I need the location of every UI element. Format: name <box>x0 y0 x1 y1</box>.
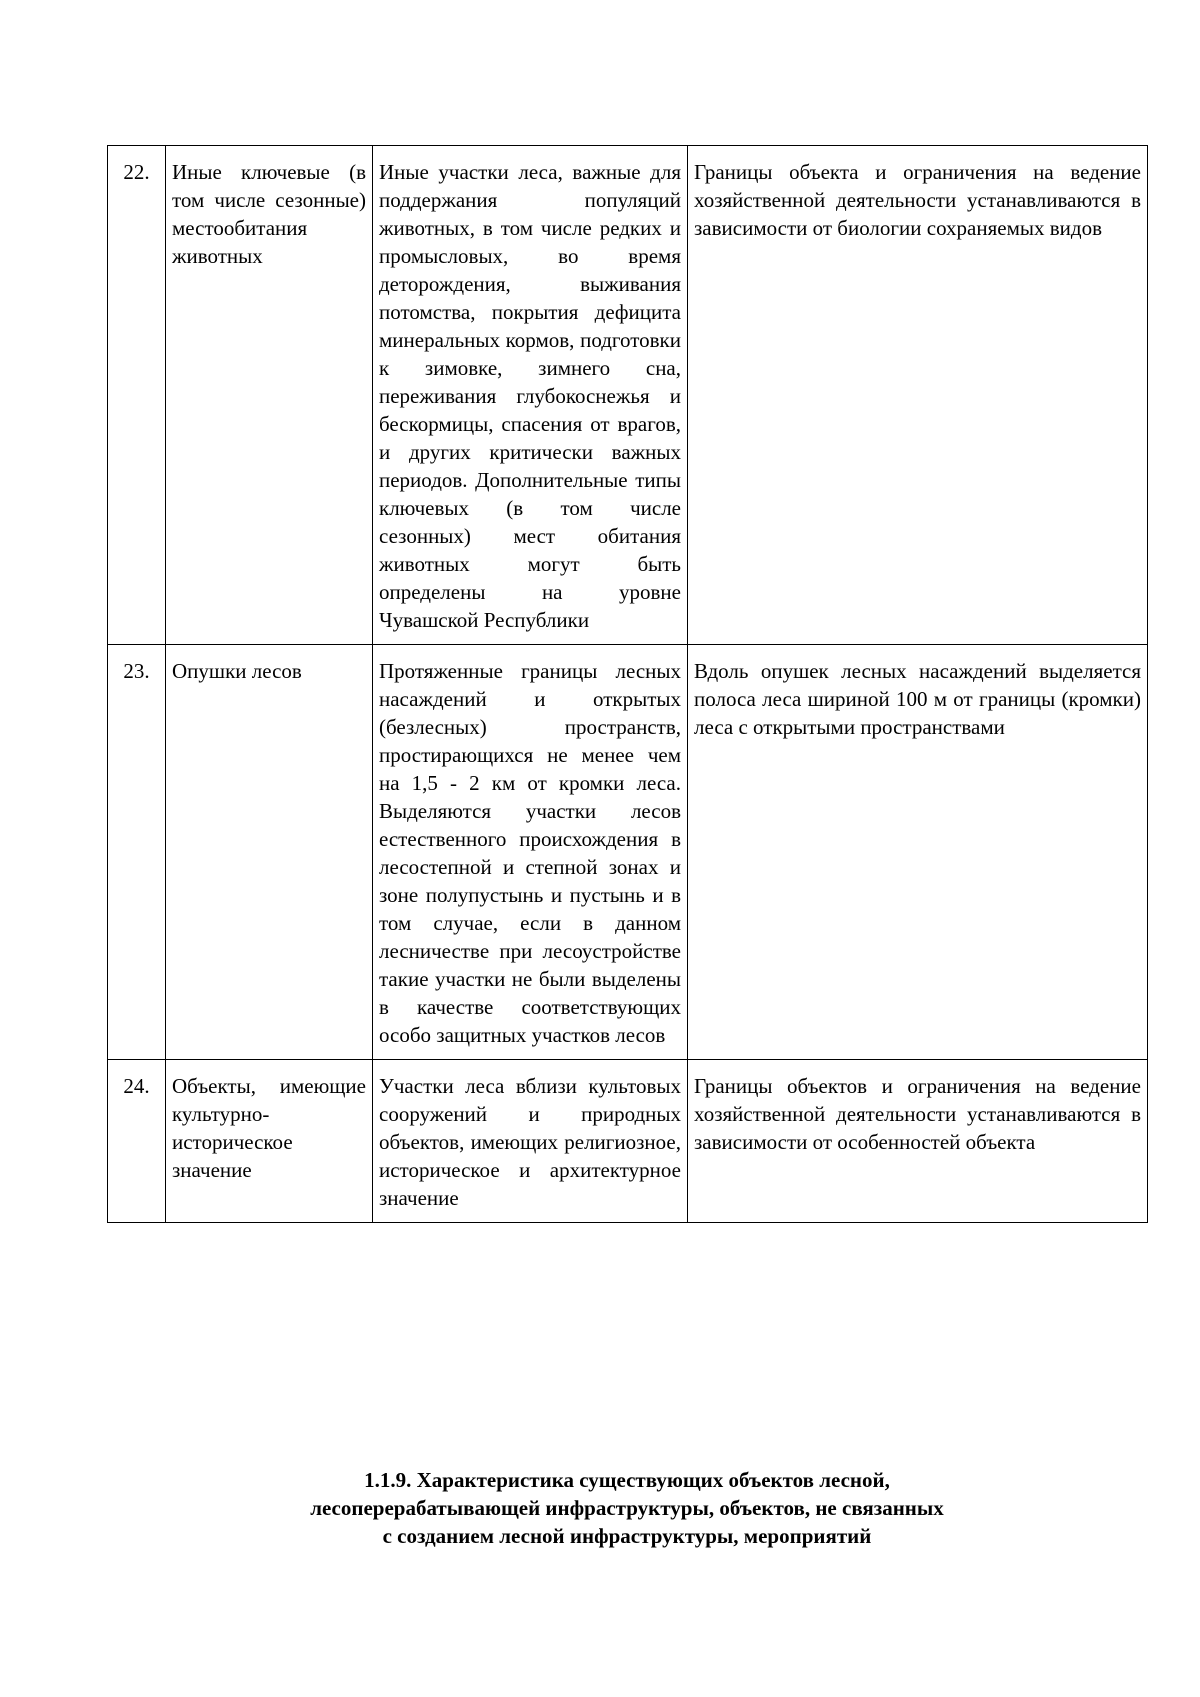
object-restrictions: Границы объектов и ограничения на ведение хозяйственной деятельности устанавливаются в зависимости от особенностей объекта <box>688 1060 1148 1223</box>
section-heading <box>107 1466 1147 1550</box>
row-number: 23. <box>108 645 166 1060</box>
object-name: Объекты, имеющие культурно-историческое значение <box>166 1060 373 1223</box>
row-number: 24. <box>108 1060 166 1223</box>
section-heading-line: лесоперерабатывающей инфраструктуры, объектов, не связанных <box>310 1496 944 1520</box>
object-name: Опушки лесов <box>166 645 373 1060</box>
section-heading-line: 1.1.9. Характеристика существующих объектов лесной, <box>364 1468 890 1492</box>
protected-areas-table <box>107 145 1148 1223</box>
table-row <box>108 1060 1148 1223</box>
table-row <box>108 645 1148 1060</box>
object-description: Иные участки леса, важные для поддержания популяций животных, в том числе редких и промысловых, во время деторождения, выживания потомства, покрытия дефицита минеральных кормов, подготовки к зимовке, зимнего сна, переживания глубокоснежья и бескормицы, спасения от врагов, и других критически важных периодов. Дополнительные типы ключевых (в том числе сезонных) мест обитания животных могут быть определены на уровне Чувашской Республики <box>373 146 688 645</box>
object-description: Участки леса вблизи культовых сооружений и природных объектов, имеющих религиозное, историческое и архитектурное значение <box>373 1060 688 1223</box>
section-heading-line: с созданием лесной инфраструктуры, мероприятий <box>382 1524 872 1548</box>
object-restrictions: Вдоль опушек лесных насаждений выделяется полоса леса шириной 100 м от границы (кромки) леса с открытыми пространствами <box>688 645 1148 1060</box>
object-description: Протяженные границы лесных насаждений и открытых (безлесных) пространств, простирающихся не менее чем на 1,5 - 2 км от кромки леса. Выделяются участки лесов естественного происхождения в лесостепной и степной зонах и зоне полупустынь и пустынь и в том случае, если в данном лесничестве при лесоустройстве такие участки не были выделены в качестве соответствующих особо защитных участков лесов <box>373 645 688 1060</box>
object-name: Иные ключевые (в том числе сезонные) местообитания животных <box>166 146 373 645</box>
table-row <box>108 146 1148 645</box>
object-restrictions: Границы объекта и ограничения на ведение хозяйственной деятельности устанавливаются в зависимости от биологии сохраняемых видов <box>688 146 1148 645</box>
row-number: 22. <box>108 146 166 645</box>
